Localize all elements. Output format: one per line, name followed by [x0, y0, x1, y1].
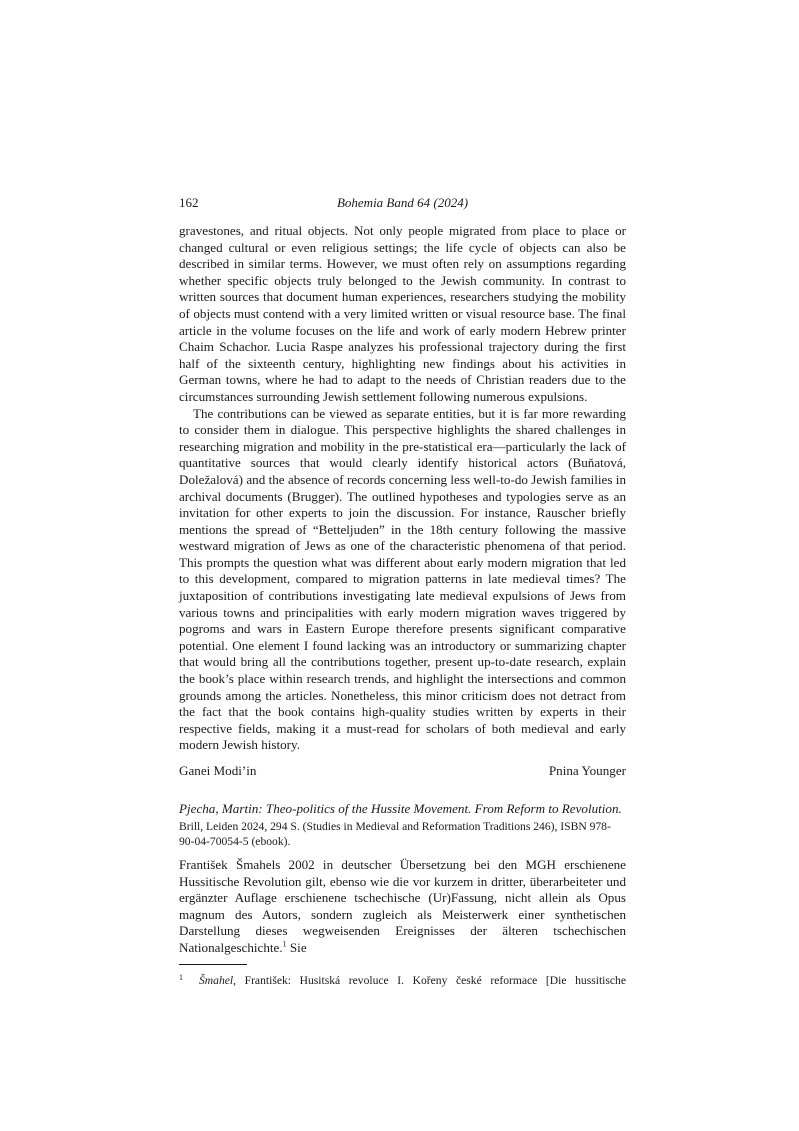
review-heading: Pjecha, Martin: Theo-politics of the Hussite Movement. From Reform to Revolution. [179, 801, 622, 816]
page [179, 195, 626, 988]
footnote-text [199, 974, 626, 988]
review-body-text: František Šmahels 2002 in deutscher Übersetzung bei den MGH erschienene Hussitische Revolution gilt, ebenso wie die vor kurzem in dritter, überarbeiteter und ergänzter Auflage erschienene tschechische (Ur)Fassung, nicht allein als Opus magnum des Autors, sondern zugleich als Meisterwerk einer synthetischen Darstellung dieses wegweisenden Ereignisses der älteren tschechischen Nationalgeschichte. [179, 857, 626, 955]
running-head [179, 195, 626, 215]
review-body-continuation: Sie [286, 939, 307, 955]
reviewer-location: Ganei Modi’in [179, 763, 257, 778]
journal-title: Bohemia Band 64 (2024) [336, 195, 469, 210]
footnote-author: Šmahel, [199, 973, 237, 987]
footnote [179, 974, 626, 988]
paragraph: The contributions can be viewed as separate entities, but it is far more rewarding to consider them in dialogue. This perspective highlights the shared challenges in researching migration and mobility in the pre-statistical era—particularly the lack of quantitative sources that would clearly identify historical actors (Buňatová, Doležalová) and the absence of records concerning less well-to-do Jewish families in archival documents (Brugger). The outlined hypotheses and typologies serve as an invitation for other experts to join the discussion. For instance, Rauscher briefly mentions the spread of “Betteljuden” in the 18th century following the massive westward migration of Jews as one of the characteristic phenomena of that period. This prompts the question what was different about early modern migration that led to this development, compared to migration patterns in late medieval times? The juxtaposition of contributions investigating late medieval expulsions of Jews from various towns and principalities with early modern migration waves triggered by pogroms and wars in Eastern Europe therefore presents significant comparative potential. One element I found lacking was an introductory or summarizing chapter that would bring all the contributions together, present up-to-date research, explain the book’s place within research trends, and highlight the intersections and common grounds among the articles. Nonetheless, this minor criticism does not detract from the fact that the book contains high-quality studies written by experts in their respective fields, making it a must-read for scholars of both medieval and early modern Jewish history. [179, 405, 626, 753]
paragraph: gravestones, and ritual objects. Not only people migrated from place to place or changed cultural or even religious settings; the life cycle of objects can also be described in similar terms. However, we must often rely on assumptions regarding whether specific objects truly belonged to the Jewish community. In contrast to written sources that document human experiences, researchers studying the mobility of objects must contend with a very limited written or visual resource base. The final article in the volume focuses on the life and work of early modern Hebrew printer Chaim Schachor. Lucia Raspe analyzes his professional trajectory during the first half of the sixteenth century, highlighting new findings about his activities in German towns, where he had to adapt to the needs of Christian readers due to the circumstances surrounding Jewish settlement following numerous expulsions. [179, 223, 626, 404]
review-body [179, 857, 626, 957]
footnote-reference[interactable]: 1 [282, 939, 287, 949]
signature-line [179, 762, 626, 779]
footnote-citation: František: Husitská revoluce I. Kořeny české reformace [Die hussitische [236, 973, 626, 987]
footnote-divider [179, 964, 247, 965]
review-text [179, 223, 626, 754]
footnote-marker: 1 [179, 972, 183, 982]
bibliographic-details: Brill, Leiden 2024, 294 S. (Studies in Medieval and Reformation Traditions 246), ISBN 978-90-04-70054-5 (ebook). [179, 820, 611, 848]
reviewer-name: Pnina Younger [548, 763, 626, 778]
page-number: 162 [179, 195, 199, 210]
